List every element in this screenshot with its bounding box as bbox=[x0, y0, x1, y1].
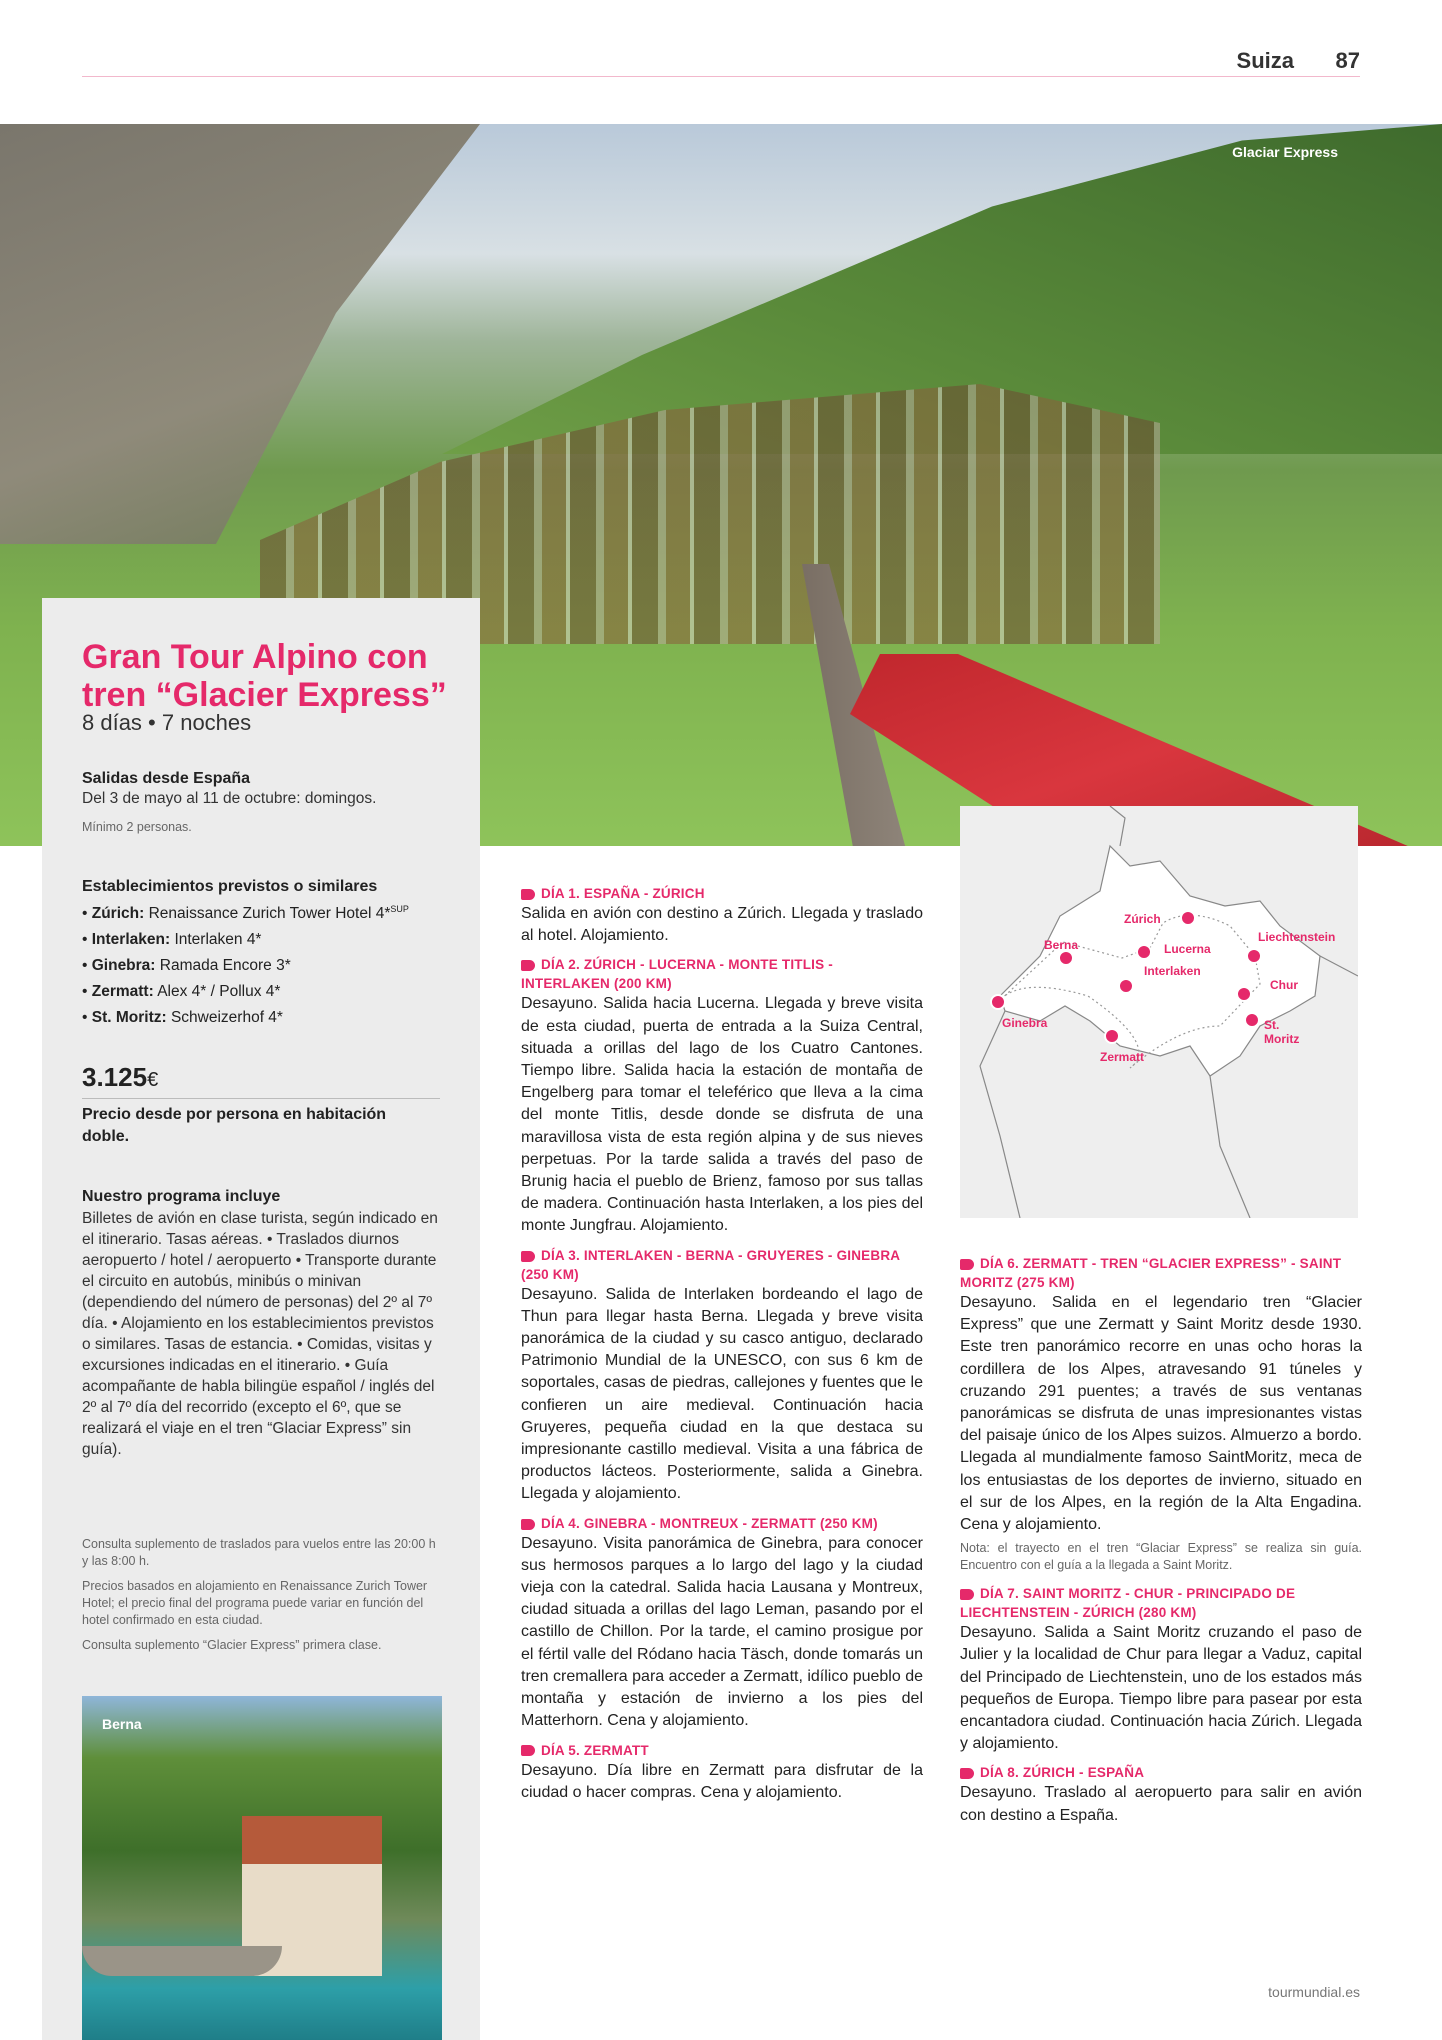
map-label-berna: Berna bbox=[1044, 938, 1079, 952]
departures-heading: Salidas desde España bbox=[82, 770, 251, 787]
lucerna-marker bbox=[1137, 945, 1151, 959]
map-label-zermatt: Zermatt bbox=[1100, 1050, 1145, 1064]
day-note: Nota: el trayecto en el tren “Glaciar Express” se realiza sin guía. Encuentro con el guía a la llegada a Saint Moritz. bbox=[960, 1541, 1362, 1573]
map-label-liechtenstein: Liechtenstein bbox=[1258, 930, 1336, 944]
day-title: DÍA 8. ZÚRICH - ESPAÑA bbox=[960, 1763, 1362, 1782]
border-line bbox=[1320, 956, 1358, 976]
day-title: DÍA 5. ZERMATT bbox=[521, 1741, 923, 1760]
currency: € bbox=[147, 1069, 159, 1091]
bern-photo bbox=[82, 1696, 442, 2040]
bullet-icon bbox=[960, 1768, 974, 1779]
includes-text: Billetes de avión en clase turista, según indicado en el itinerario. Tasas aéreas. • Traslados diurnos aeropuerto / hotel / aeropuerto • Transporte durante el circuito en autobús, minibús o minivan (dependiendo del número de personas) del 2º al 7º día. • Alojamiento en los establecimientos previstos o similares. Tasas de estancia. • Comidas, visitas y excursiones indicadas en el itinerario. • Guía acompañante de habla bilingüe español / inglés del 2º al 7º día del recorrido (excepto el 6º, que se realizará el viaje en el tren “Glaciar Express” sin guía). bbox=[82, 1210, 438, 1458]
tour-duration: 8 días • 7 noches bbox=[82, 710, 252, 735]
day-title: DÍA 4. GINEBRA - MONTREUX - ZERMATT (250 KM) bbox=[521, 1514, 923, 1533]
berna-marker bbox=[1059, 951, 1073, 965]
map-label-st-moritz: St. Moritz bbox=[1264, 1018, 1300, 1046]
day-entry bbox=[521, 1741, 923, 1804]
map-label-zurich: Zúrich bbox=[1124, 912, 1161, 926]
interlaken-marker bbox=[1119, 979, 1133, 993]
day-text: Desayuno. Visita panorámica de Ginebra, para conocer sus hermosos parques a lo largo del lago y la ciudad vieja con la catedral. Salida hacia Lausana y Montreux, ciudad situada a orillas del lago Leman, pasando por el castillo de Chillon. Por la tarde, el camino prosigue por el fértil valle del Ródano hacia Täsch, donde tomarás un tren cremallera para acceder a Zermatt, idílico pueblo de montaña y estación de invierno a los pies del Matterhorn. Cena y alojamiento. bbox=[521, 1534, 923, 1730]
hotel-item: • Ginebra: Ramada Encore 3* bbox=[82, 957, 291, 975]
hotel-item: • Zúrich: Renaissance Zurich Tower Hotel 4*$^{SUP}$ bbox=[82, 904, 409, 923]
bullet-icon bbox=[521, 1519, 535, 1530]
zermatt-marker bbox=[1105, 1029, 1119, 1043]
border-line bbox=[1110, 806, 1125, 846]
itinerary-column-1 bbox=[521, 884, 923, 1812]
tour-title: Gran Tour Alpino con tren “Glacier Express” bbox=[82, 638, 447, 714]
hotels-block bbox=[82, 878, 442, 1031]
notes-block bbox=[82, 1536, 442, 1654]
note-item: Consulta suplemento de traslados para vuelos entre las 20:00 h y las 8:00 h. bbox=[82, 1537, 436, 1568]
footer-site[interactable]: tourmundial.es bbox=[1268, 1984, 1360, 2000]
day-entry bbox=[960, 1763, 1362, 1826]
day-title: DÍA 6. ZERMATT - TREN “GLACIER EXPRESS” - SAINT MORITZ (275 KM) bbox=[960, 1256, 1342, 1290]
ginebra-marker bbox=[991, 995, 1005, 1009]
day-text: Desayuno. Salida hacia Lucerna. Llegada y breve visita de esta ciudad, puerta de entrada a la Suiza Central, situada a orillas del lago de los Cuatro Cantones. Tiempo libre. Salida hacia la estación de montaña de Engelberg para tomar el teleférico que lleva a la cima del monte Titlis, desde donde se disfruta de una maravillosa vista de esta región alpina y de sus nieves perpetuas. Por la tarde salida a través del paso de Brunig hacia el pueblo de Brienz, famoso por sus tallas de madera. Continuación hasta Interlaken, a los pies del monte Jungfrau. Alojamiento. bbox=[521, 995, 923, 1235]
map-label-chur: Chur bbox=[1270, 978, 1298, 992]
bullet-icon bbox=[521, 1745, 535, 1756]
bullet-icon bbox=[960, 1589, 974, 1600]
chur-marker bbox=[1237, 987, 1251, 1001]
day-entry bbox=[521, 1514, 923, 1733]
bullet-icon bbox=[960, 1259, 974, 1270]
day-text: Desayuno. Salida de Interlaken bordeando el lago de Thun para llegar hasta Berna. Llegada y breve visita panorámica de la ciudad y su casco antiguo, declarado Patrimonio Mundial de la UNESCO, con sus 6 km de soportales, casas de piedras, callejones y fuentes que le confieren un aire medieval. Continuación hacia Gruyeres, pequeña ciudad en la que destaca su impresionante castillo medieval. Visita a una fábrica de productos lácteos. Posteriormente, salida a Ginebra. Llegada y alojamiento. bbox=[521, 1285, 923, 1503]
departures-block bbox=[82, 770, 442, 836]
price-text: Precio desde por persona en habitación doble. bbox=[82, 1106, 387, 1145]
day-title: DÍA 1. ESPAÑA - ZÚRICH bbox=[521, 884, 923, 903]
country-name: Suiza bbox=[1236, 48, 1294, 73]
hero-caption: Glaciar Express bbox=[1232, 144, 1338, 160]
border-line bbox=[980, 1011, 1020, 1218]
hotels-heading: Establecimientos previstos o similares bbox=[82, 878, 378, 895]
border-line bbox=[1210, 1076, 1250, 1218]
hotel-item: • Interlaken: Interlaken 4* bbox=[82, 931, 262, 949]
tour-sidebar bbox=[42, 598, 480, 2040]
page-header bbox=[82, 46, 1360, 77]
price-divider bbox=[82, 1098, 440, 1099]
hotel-item: • St. Moritz: Schweizerhof 4* bbox=[82, 1009, 283, 1027]
includes-heading: Nuestro programa incluye bbox=[82, 1188, 281, 1205]
map-label-lucerna: Lucerna bbox=[1164, 942, 1211, 956]
zurich-marker bbox=[1181, 911, 1195, 925]
page-number: 87 bbox=[1335, 48, 1360, 73]
bullet-icon bbox=[521, 889, 535, 900]
day-title: DÍA 3. INTERLAKEN - BERNA - GRUYERES - GINEBRA (250 KM) bbox=[521, 1247, 900, 1282]
map-label-interlaken: Interlaken bbox=[1144, 964, 1201, 978]
route-map bbox=[960, 806, 1358, 1218]
note-item: Consulta suplemento “Glacier Express” primera clase. bbox=[82, 1638, 382, 1652]
liechtenstein-marker bbox=[1247, 949, 1261, 963]
includes-block bbox=[82, 1188, 442, 1460]
itinerary-column-2 bbox=[960, 1254, 1362, 1835]
bridge bbox=[82, 1946, 282, 1976]
day-text: Salida en avión con destino a Zúrich. Llegada y traslado al hotel. Alojamiento. bbox=[521, 905, 923, 945]
day-text: Desayuno. Traslado al aeropuerto para salir en avión con destino a España. bbox=[960, 1784, 1362, 1824]
st-moritz-marker bbox=[1245, 1013, 1259, 1027]
day-title: DÍA 2. ZÚRICH - LUCERNA - MONTE TITLIS - INTERLAKEN (200 KM) bbox=[521, 957, 833, 992]
note-item: Precios basados en alojamiento en Renaissance Zurich Tower Hotel; el precio final del programa puede variar en función del hotel confirmado en esta ciudad. bbox=[82, 1579, 428, 1627]
day-entry bbox=[521, 1246, 923, 1506]
day-text: Desayuno. Día libre en Zermatt para disfrutar de la ciudad o hacer compras. Cena y alojamiento. bbox=[521, 1761, 923, 1801]
bern-caption: Berna bbox=[102, 1716, 142, 1732]
map-label-ginebra: Ginebra bbox=[1002, 1016, 1048, 1030]
day-entry bbox=[521, 955, 923, 1237]
hotel-item: • Zermatt: Alex 4* / Pollux 4* bbox=[82, 983, 281, 1001]
day-entry bbox=[521, 884, 923, 947]
minimum-persons: Mínimo 2 personas. bbox=[82, 820, 192, 834]
bullet-icon bbox=[521, 1251, 535, 1262]
day-text: Desayuno. Salida a Saint Moritz cruzando el paso de Julier y la localidad de Chur para llegar a Vaduz, capital del Principado de Liechtenstein, uno de los estados más pequeños de Europa. Tiempo libre para pasear por esta encantadora ciudad. Continuación hacia Zúrich. Llegada y alojamiento. bbox=[960, 1624, 1362, 1753]
day-title: DÍA 7. SAINT MORITZ - CHUR - PRINCIPADO DE LIECHTENSTEIN - ZÚRICH (280 KM) bbox=[960, 1586, 1296, 1621]
bullet-icon bbox=[521, 960, 535, 971]
day-entry bbox=[960, 1584, 1362, 1755]
departures-text: Del 3 de mayo al 11 de octubre: domingos. bbox=[82, 790, 377, 807]
price: 3.125€ bbox=[82, 1062, 159, 1092]
map-svg bbox=[960, 806, 1358, 1218]
day-entry bbox=[960, 1254, 1362, 1574]
day-text: Desayuno. Salida en el legendario tren “Glacier Express” que une Zermatt y Saint Moritz desde 1930. Este tren panorámico recorre en unas ocho horas la cordillera de los Alpes, atravesando 91 túneles y cruzando 291 puentes; a través de sus ventanas panorámicas se disfruta de unas impresionantes vistas del paisaje único de los Alpes suizos. Almuerzo a bordo. Llegada al mundialmente famoso SaintMoritz, meca de los entusiastas de los deportes de invierno, situado en el sur de los Alpes, en la región de la Alta Engadina. Cena y alojamiento. bbox=[960, 1294, 1362, 1534]
